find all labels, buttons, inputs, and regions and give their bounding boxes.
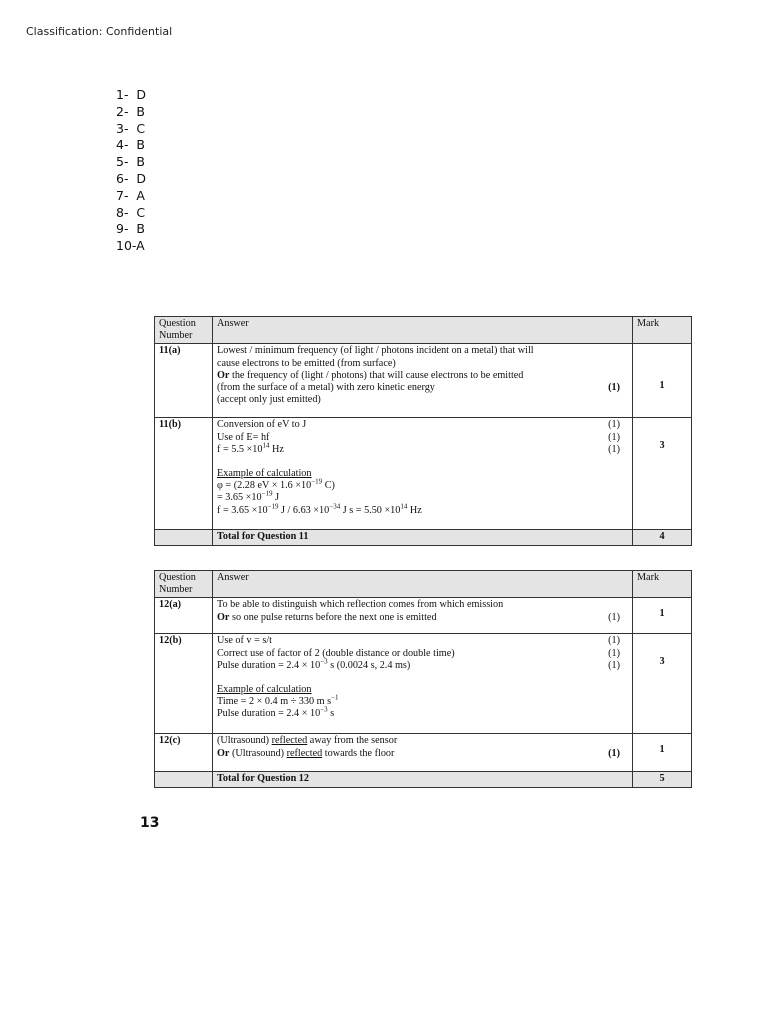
mcq-answer: 3- C: [116, 120, 146, 136]
answer-line: [217, 635, 628, 647]
answer-line: (accept only just emitted): [217, 394, 321, 406]
mark-scheme-table-q11: [154, 316, 692, 546]
table-row: [155, 634, 692, 734]
answer-line: [217, 441, 628, 456]
total-blank: [155, 772, 213, 787]
mcq-answer: 9- B: [116, 221, 145, 237]
mark-point: (1): [608, 747, 620, 759]
answer-text: Conversion of eV to J: [217, 419, 307, 431]
answer-text: Or so one pulse returns before the next one is emitted: [217, 611, 437, 623]
question-13-heading: 13: [140, 815, 160, 831]
table-header-row: [155, 317, 692, 344]
calc-line: Time = 2 × 0.4 m ÷ 330 m $s^{-1}$: [217, 693, 339, 708]
mark-point: (1): [608, 659, 620, 671]
mark-point: (1): [608, 611, 620, 623]
question-number: 11(a): [155, 344, 213, 418]
answer-text: the frequency of (light / photons) that will cause electrons to be emitted: [229, 369, 524, 381]
question-number: 12(a): [155, 598, 213, 634]
table-row: [155, 598, 692, 634]
answer-line: [217, 370, 628, 382]
calc-line: φ = (2.28 eV × $1.6 \times 10^{-19}$ C): [217, 477, 335, 492]
question-number-header: Question Number: [155, 317, 213, 344]
answer-line: [217, 648, 628, 660]
mcq-answer: 1- D: [116, 87, 147, 102]
answer-cell: [213, 734, 633, 772]
example-title: Example of calculation: [217, 468, 312, 480]
total-value: 4: [633, 530, 692, 545]
table-row: [155, 344, 692, 418]
total-label: Total for Question 12: [213, 772, 633, 787]
answer-line: cause electrons to be emitted (from surface): [217, 357, 396, 369]
answer-cell: [213, 344, 633, 418]
answer-line: [217, 432, 628, 444]
mark-value: 1: [633, 344, 692, 418]
mark-point: (1): [608, 443, 620, 455]
calc-line: Pulse duration = $2.4 \times 10^{-3}$ s: [217, 706, 335, 720]
mcq-answer: 6- D: [116, 170, 147, 186]
mark-header: Mark: [633, 317, 692, 344]
answer-line: [217, 748, 628, 760]
mark-value: 1: [633, 734, 692, 772]
total-value: 5: [633, 772, 692, 787]
mark-scheme-table-q12: [154, 570, 692, 788]
total-row: [155, 772, 692, 787]
mcq-answer: 7- A: [116, 187, 145, 203]
mark-point: (1): [608, 419, 620, 431]
answer-text: Use of E= hf: [217, 431, 270, 443]
classification-label: Classification: Confidential: [26, 25, 173, 38]
mark-value: 1: [633, 598, 692, 634]
answer-text: Pulse duration = $2.4 \times 10^{-3}$ s (0.0024 s, 2.4 ms): [217, 657, 411, 671]
answer-line: Lowest / minimum frequency (of light / photons incident on a metal) that will: [217, 345, 534, 357]
mcq-answer: 8- C: [116, 204, 146, 220]
answer-text: Use of v = s/t: [217, 635, 272, 647]
answer-line: [217, 612, 628, 624]
answer-cell: [213, 418, 633, 530]
answer-text: Or (Ultrasound) reflected towards the floor: [217, 747, 395, 759]
answer-cell: [213, 634, 633, 734]
total-row: [155, 530, 692, 545]
question-number: 12(c): [155, 734, 213, 772]
mark-point: (1): [608, 647, 620, 659]
or-keyword: Or: [217, 369, 230, 381]
mark-value: 3: [633, 418, 692, 530]
answer-text: (from the surface of a metal) with zero kinetic energy: [217, 382, 435, 394]
mcq-answer: 2- B: [116, 103, 145, 119]
calc-line: $f = 3.65 \times 10^{-19}$ $J / 6.63 \times 10^{-34}$ J $s = 5.50 \times 10^{14}$ Hz: [217, 502, 422, 516]
mark-value: 3: [633, 634, 692, 734]
answer-line: [217, 657, 628, 672]
mcq-answer: 10-A: [116, 238, 145, 254]
answer-text: $f = 5.5 \times 10^{14}$ Hz: [217, 441, 284, 455]
mcq-answer-list: [116, 87, 146, 255]
mark-point: (1): [608, 382, 620, 394]
answer-text: Correct use of factor of 2 (double distance or double time): [217, 647, 455, 659]
answer-line: [217, 419, 628, 431]
mcq-answer: 5- B: [116, 154, 145, 170]
table-row: [155, 734, 692, 772]
calc-line: = $3.65 \times 10^{-19}$ J: [217, 490, 280, 504]
answer-line: [217, 382, 628, 394]
question-number-header: Question Number: [155, 571, 213, 598]
question-number: 12(b): [155, 634, 213, 734]
mark-header: Mark: [633, 571, 692, 598]
question-number: 11(b): [155, 418, 213, 530]
answer-line: To be able to distinguish which reflection comes from which emission: [217, 599, 504, 611]
total-label: Total for Question 11: [213, 530, 633, 545]
table-row: [155, 418, 692, 530]
answer-line: (Ultrasound) reflected away from the sensor: [217, 735, 398, 747]
answer-header: Answer: [213, 317, 633, 344]
example-title: Example of calculation: [217, 684, 312, 696]
mark-point: (1): [608, 431, 620, 443]
mark-point: (1): [608, 635, 620, 647]
answer-cell: [213, 598, 633, 634]
total-blank: [155, 530, 213, 545]
answer-header: Answer: [213, 571, 633, 598]
table-header-row: [155, 571, 692, 598]
mcq-answer: 4- B: [116, 137, 145, 153]
